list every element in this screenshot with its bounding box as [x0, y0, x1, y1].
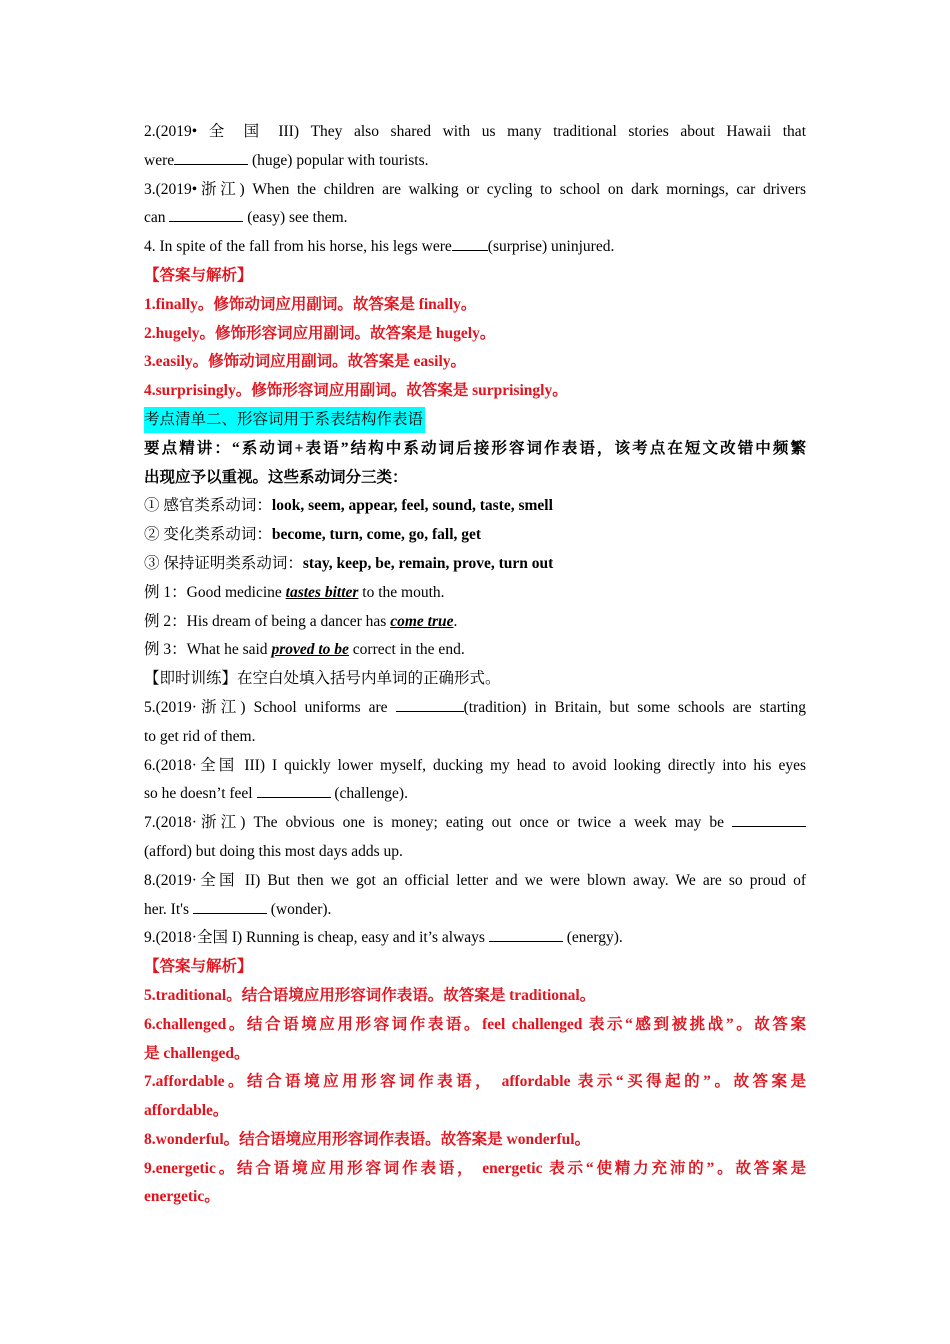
blank-field[interactable] — [396, 695, 464, 712]
answer-7-line2: affordable。 — [144, 1102, 229, 1120]
verb-type-keep: ③ 保持证明类系动词：stay, keep, be, remain, prove, turn out — [144, 554, 554, 572]
answer-6-line2: 是 challenged。 — [144, 1044, 250, 1062]
example-1: 例 1：Good medicine tastes bitter to the mouth. — [144, 583, 445, 601]
question-9: 9.(2018·全国 I) Running is cheap, easy and it’s always (energy). — [144, 924, 806, 953]
answer-9-line1: 9.energetic。结合语境应用形容词作表语， energetic 表示“使精力充沛的”。故答案是 — [144, 1159, 806, 1177]
verb-type-change: ② 变化类系动词：become, turn, come, go, fall, get — [144, 526, 482, 544]
verb-type-sensory: ① 感官类系动词：look, seem, appear, feel, sound, taste, smell — [144, 497, 553, 515]
question-6-line1: 6.(2018·全国 III) I quickly lower myself, ducking my head to avoid looking directly into his eyes — [144, 756, 806, 774]
question-2 — [144, 118, 806, 176]
answer-6-line1: 6.challenged。结合语境应用形容词作表语。feel challenged 表示“感到被挑战”。故答案 — [144, 1015, 806, 1033]
blank-field[interactable] — [452, 234, 488, 251]
answer-4: 4.surprisingly。修饰形容词应用副词。故答案是 surprisingly。 — [144, 382, 568, 400]
question-4 — [144, 233, 806, 262]
blank-field[interactable] — [489, 925, 563, 942]
question-3-line1: 3.(2019•浙江) When the children are walking or cycling to school on dark mornings, car drivers — [144, 180, 806, 198]
blank-field[interactable] — [174, 148, 248, 165]
blank-field[interactable] — [257, 781, 331, 798]
example-3: 例 3：What he said proved to be correct in the end. — [144, 641, 465, 659]
document-page — [144, 118, 806, 1212]
answer-3: 3.easily。修饰动词应用副词。故答案是 easily。 — [144, 353, 467, 371]
question-3-line2-post: (easy) see them. — [243, 209, 348, 227]
question-6: 6.(2018·全国 III) I quickly lower myself, ducking my head to avoid looking directly into his eyes so he doesn’t feel (challenge). — [144, 752, 806, 810]
question-5-line2: to get rid of them. — [144, 727, 256, 745]
question-7: 7.(2018·浙江) The obvious one is money; eating out once or twice a week may be (afford) but doing this most days adds up. — [144, 809, 806, 867]
question-3 — [144, 176, 806, 234]
question-7-line2: (afford) but doing this most days adds up. — [144, 842, 403, 860]
answer-5: 5.traditional。结合语境应用形容词作表语。故答案是 traditional。 — [144, 986, 596, 1004]
question-2-line2-post: (huge) popular with tourists. — [248, 151, 429, 169]
answer-9-line2: energetic。 — [144, 1188, 220, 1206]
answer-1: 1.finally。修饰动词应用副词。故答案是 finally。 — [144, 295, 477, 313]
blank-field[interactable] — [193, 897, 267, 914]
answer-2: 2.hugely。修饰形容词应用副词。故答案是 hugely。 — [144, 324, 496, 342]
question-5: 5.(2019·浙江) School uniforms are (tradition) in Britain, but some schools are starting to get rid of them. — [144, 694, 806, 752]
practice-header: 【即时训练】在空白处填入括号内单词的正确形式。 — [144, 670, 501, 688]
answer-header: 【答案与解析】 — [144, 266, 253, 284]
example-2: 例 2：His dream of being a dancer has come true. — [144, 612, 458, 630]
answer-header-2: 【答案与解析】 — [144, 958, 253, 976]
question-3-line2-pre: can — [144, 209, 170, 227]
question-4-pre: 4. In spite of the fall from his horse, his legs were — [144, 238, 452, 256]
blank-field[interactable] — [732, 810, 806, 827]
question-8-line1: 8.(2019·全国 II) But then we got an official letter and we were blown away. We are so proud of — [144, 871, 806, 889]
answer-8: 8.wonderful。结合语境应用形容词作表语。故答案是 wonderful。 — [144, 1130, 591, 1148]
question-2-line1: 2.(2019• 全 国 III) They also shared with us many traditional stories about Hawaii that — [144, 123, 806, 140]
question-8: 8.(2019·全国 II) But then we got an official letter and we were blown away. We are so proud of her. It's (wonder). — [144, 867, 806, 925]
blank-field[interactable] — [169, 205, 243, 222]
answer-7-line1: 7.affordable。结合语境应用形容词作表语， affordable 表示“买得起的”。故答案是 — [144, 1073, 806, 1091]
question-2-line2-pre: were — [144, 151, 175, 169]
section-title: 考点清单二、形容词用于系表结构作表语 — [144, 407, 425, 433]
key-points-intro-line1: 要点精讲：“系动词+表语”结构中系动词后接形容词作表语，该考点在短文改错中频繁 — [144, 439, 806, 457]
key-points-intro-line2: 出现应予以重视。这些系动词分三类： — [144, 468, 408, 486]
question-4-post: (surprise) uninjured. — [487, 238, 615, 256]
